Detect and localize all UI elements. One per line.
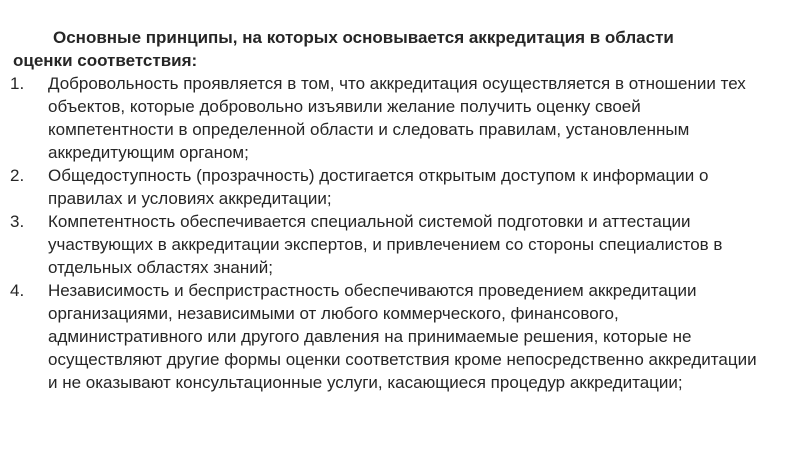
- list-item: [10, 72, 770, 164]
- list-item-number: 3.: [10, 212, 25, 231]
- list-item-text: Добровольность проявляется в том, что аккредитация осуществляется в отношении тех объектов, которые добровольно изъявили желание получить оценку своей компетентности в определенной области и следовать правилам, установленным аккредитующим органом;: [48, 74, 746, 162]
- list-item-number: 1.: [10, 74, 25, 93]
- list-item-text: Компетентность обеспечивается специальной системой подготовки и аттестации участвующих в аккредитации экспертов, и привлечением со стороны специалистов в отдельных областях знаний;: [48, 212, 723, 277]
- list-item-text: Общедоступность (прозрачность) достигается открытым доступом к информации о правилах и условиях аккредитации;: [48, 166, 709, 208]
- list-item: [10, 164, 770, 210]
- list-item: [10, 279, 770, 394]
- list-item: [10, 210, 770, 279]
- page-title: Основные принципы, на которых основывается аккредитация в области оценки соответствия:: [13, 28, 674, 70]
- list-item-text: Независимость и беспристрастность обеспечиваются проведением аккредитации организациями, независимыми от любого коммерческого, финансового, административного или другого давления на принимаемые решения, которые не осуществляют другие формы оценки соответствия кроме непосредственно аккредитации и не оказывают консультационные услуги, касающиеся процедур аккредитации;: [48, 281, 757, 392]
- list-item-number: 4.: [10, 281, 25, 300]
- principles-list: [10, 72, 780, 394]
- list-item-number: 2.: [10, 166, 25, 185]
